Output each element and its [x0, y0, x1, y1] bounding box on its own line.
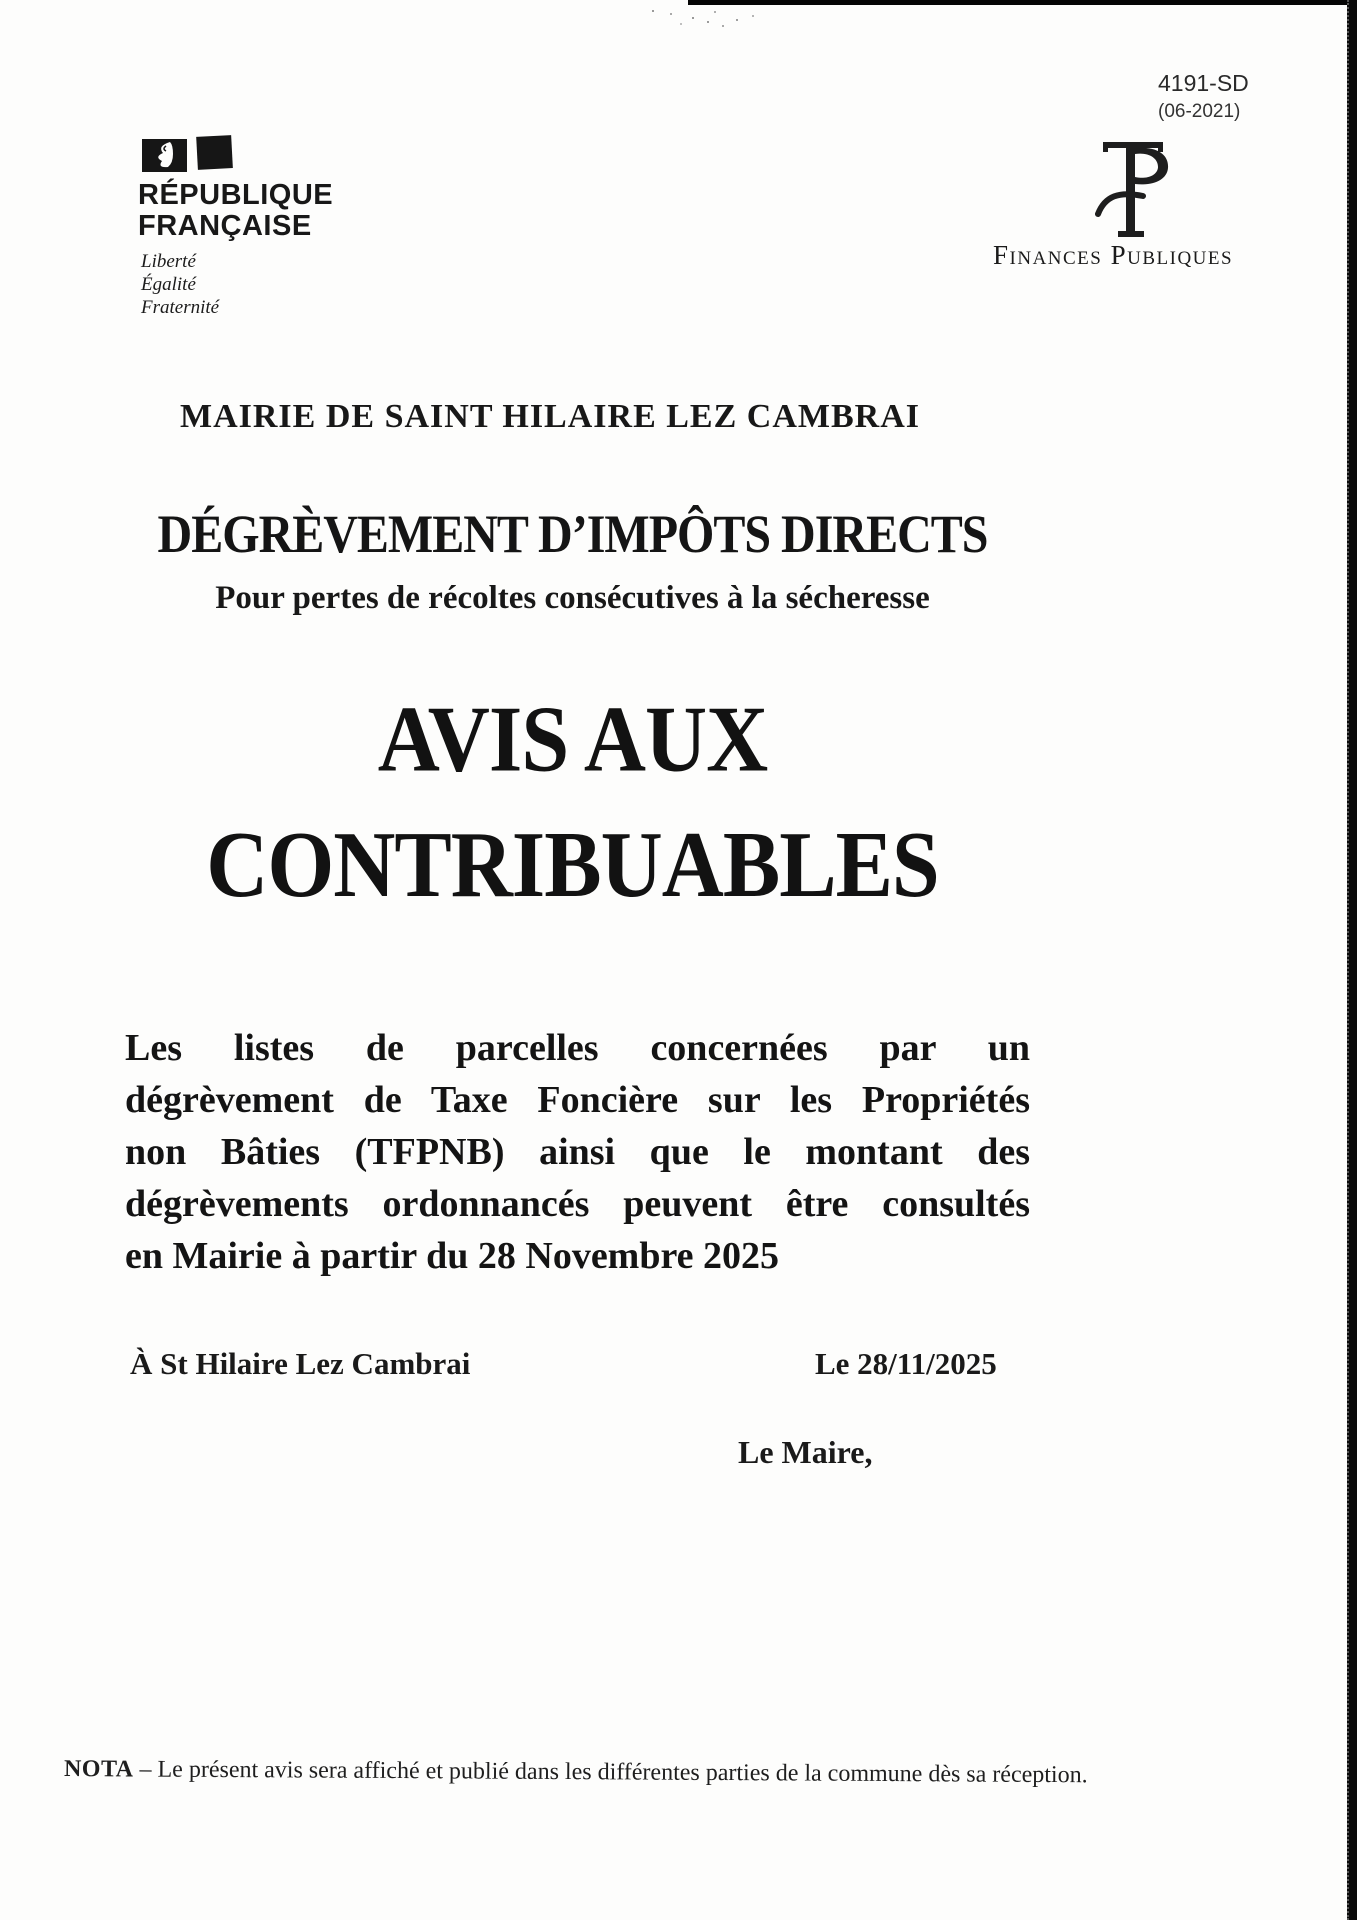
- republique-motto: [141, 250, 219, 319]
- avis-heading: [115, 676, 1030, 927]
- avis-line1: AVIS AUX: [377, 685, 768, 792]
- signature-line: Le Maire,: [738, 1434, 873, 1470]
- scan-noise-speckle: [652, 10, 654, 12]
- document-title: DÉGRÈVEMENT D’IMPÔTS DIRECTS: [157, 505, 988, 565]
- finances-publiques-label: Finances Publiques: [993, 240, 1234, 270]
- body-line: en Mairie à partir du 28 Novembre 2025: [125, 1235, 780, 1277]
- date-line: Le 28/11/2025: [815, 1346, 997, 1381]
- finances-publiques-monogram-icon: [1095, 136, 1181, 242]
- marianne-flag-icon: [140, 134, 236, 178]
- scan-edge-artifact-right: [1347, 0, 1357, 1920]
- mairie-title: MAIRIE DE SAINT HILAIRE LEZ CAMBRAI: [180, 398, 921, 435]
- republique-line1: RÉPUBLIQUE: [138, 179, 334, 211]
- nota-footnote: [64, 1756, 1164, 1790]
- motto-liberte: Liberté: [141, 251, 196, 272]
- republique-wordmark: [138, 180, 333, 242]
- document-subtitle: Pour pertes de récoltes consécutives à la sécheresse: [215, 580, 930, 616]
- republique-line2: FRANÇAISE: [138, 210, 312, 242]
- body-line: dégrèvements ordonnancés peuvent être consultés: [125, 1183, 1030, 1225]
- nota-text: – Le présent avis sera affiché et publié dans les différentes parties de la commune dès sa réception.: [139, 1756, 1088, 1789]
- place-line: À St Hilaire Lez Cambrai: [130, 1346, 471, 1381]
- avis-line2: CONTRIBUABLES: [206, 811, 939, 917]
- body-line: Les listes de parcelles concernées par un: [125, 1027, 1030, 1069]
- motto-egalite: Égalité: [141, 274, 196, 295]
- motto-fraternite: Fraternité: [141, 297, 220, 318]
- body-line: dégrèvement de Taxe Foncière sur les Propriétés: [125, 1079, 1030, 1121]
- form-version: (06-2021): [1158, 101, 1241, 122]
- form-number: 4191-SD: [1158, 70, 1249, 96]
- nota-label: NOTA: [63, 1756, 134, 1783]
- scan-edge-artifact-top: [688, 0, 1357, 5]
- body-paragraph: [125, 1022, 1030, 1282]
- body-line: non Bâties (TFPNB) ainsi que le montant des: [125, 1131, 1030, 1173]
